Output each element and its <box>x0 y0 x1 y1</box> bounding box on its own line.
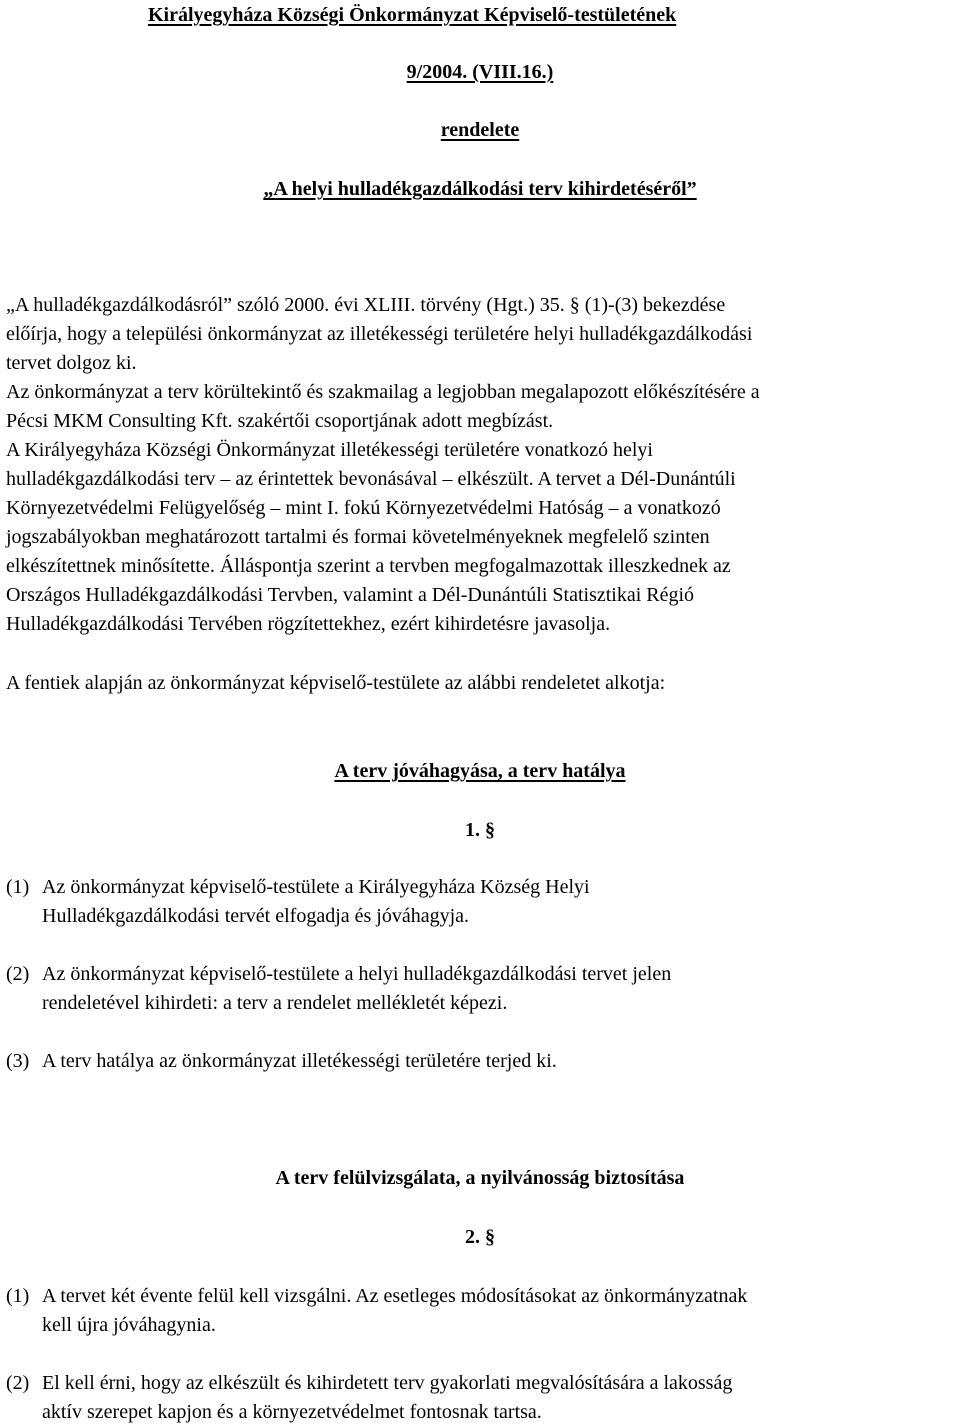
item-number: (3) <box>6 1050 30 1072</box>
section-1-number: 1. § <box>465 819 495 841</box>
preamble-line: tervet dolgoz ki. <box>6 352 137 374</box>
item-text: A terv hatálya az önkormányzat illetékességi területére terjed ki. <box>42 1050 557 1072</box>
preamble-line: jogszabályokban meghatározott tartalmi és formai követelményeknek megfelelő szinten <box>6 526 710 548</box>
decree-number: 9/2004. (VIII.16.) <box>406 61 554 83</box>
item-text: Az önkormányzat képviselő-testülete a helyi hulladékgazdálkodási tervet jelen <box>42 963 672 985</box>
preamble-line: Hulladékgazdálkodási Tervében rögzítettekhez, ezért kihirdetésre javasolja. <box>6 613 611 635</box>
preamble-line: Országos Hulladékgazdálkodási Tervben, valamint a Dél-Dunántúli Statisztikai Régió <box>6 584 695 606</box>
decree-label: rendelete <box>440 119 520 141</box>
item-number: (1) <box>6 876 30 898</box>
item-number: (2) <box>6 1372 30 1394</box>
enactment-clause: A fentiek alapján az önkormányzat képviselő-testülete az alábbi rendeletet alkotja: <box>6 672 666 694</box>
decree-subject: „A helyi hulladékgazdálkodási terv kihirdetéséről” <box>263 178 697 200</box>
preamble-line: előírja, hogy a települési önkormányzat az illetékességi területére helyi hulladékgazdálkodási <box>6 323 753 345</box>
item-text: kell újra jóváhagynia. <box>42 1314 216 1336</box>
item-text: El kell érni, hogy az elkészült és kihirdetett terv gyakorlati megvalósítására a lakosság <box>42 1372 733 1394</box>
item-text: Hulladékgazdálkodási tervét elfogadja és jóváhagyja. <box>42 905 470 927</box>
preamble-line: hulladékgazdálkodási terv – az érintettek bevonásával – elkészült. A tervet a Dél-Dunántúli <box>6 468 736 490</box>
item-number: (1) <box>6 1285 30 1307</box>
item-number: (2) <box>6 963 30 985</box>
preamble-line: elkészítettnek minősítette. Álláspontja szerint a tervben megfogalmazottak illeszkednek az <box>6 555 731 577</box>
item-text: aktív szerepet kapjon és a környezetvédelmet fontosnak tartsa. <box>42 1401 542 1423</box>
preamble-line: „A hulladékgazdálkodásról” szóló 2000. évi XLIII. törvény (Hgt.) 35. § (1)-(3) bekezdése <box>6 294 726 316</box>
item-text: A tervet két évente felül kell vizsgálni. Az esetleges módosításokat az önkormányzatnak <box>42 1285 748 1307</box>
document-title: Királyegyháza Községi Önkormányzat Képviselő-testületének <box>148 4 677 26</box>
section-2-number: 2. § <box>465 1226 495 1248</box>
preamble-line: A Királyegyháza Községi Önkormányzat illetékességi területére vonatkozó helyi <box>6 439 653 461</box>
preamble-line: Környezetvédelmi Felügyelőség – mint I. fokú Környezetvédelmi Hatóság – a vonatkozó <box>6 497 721 519</box>
preamble-line: Az önkormányzat a terv körültekintő és szakmailag a legjobban megalapozott előkészítésére a <box>6 381 760 403</box>
section-2-title: A terv felülvizsgálata, a nyilvánosság biztosítása <box>275 1167 685 1189</box>
section-1-title: A terv jóváhagyása, a terv hatálya <box>334 760 626 782</box>
item-text: rendeletével kihirdeti: a terv a rendelet mellékletét képezi. <box>42 992 508 1014</box>
item-text: Az önkormányzat képviselő-testülete a Királyegyháza Község Helyi <box>42 876 590 898</box>
preamble-line: Pécsi MKM Consulting Kft. szakértői csoportjának adott megbízást. <box>6 410 554 432</box>
